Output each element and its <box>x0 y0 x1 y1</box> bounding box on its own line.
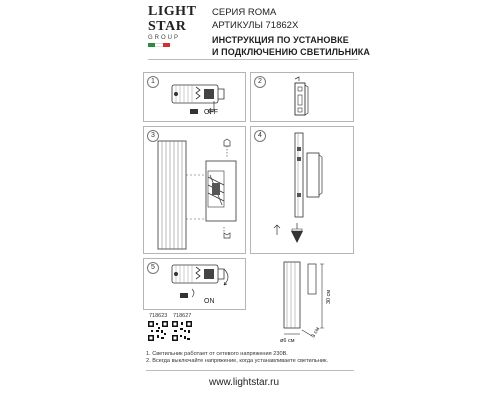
note-1: 1. Светильник работает от сетевого напряжения 230В. <box>146 351 288 357</box>
logo-line-2: STAR <box>148 19 187 34</box>
step-number: 3 <box>147 130 159 142</box>
dimension-drawing <box>250 258 354 348</box>
step-5-label: ON <box>204 298 215 305</box>
note-2: 2. Всегда выключайте напряжение, когда устанавливаете светильник. <box>146 358 329 364</box>
step-3-panel <box>143 126 246 254</box>
step-number: 2 <box>254 76 266 88</box>
step-4-panel <box>250 126 354 254</box>
footer-divider <box>146 370 354 371</box>
italian-flag-icon <box>148 43 170 47</box>
up-arrow-icon <box>274 225 280 235</box>
switch-icon <box>190 109 198 114</box>
step-number: 1 <box>147 76 159 88</box>
diameter-dimension: ø6 см <box>280 338 295 344</box>
rotate-arrow-icon <box>224 269 228 285</box>
height-dimension: 30 см <box>326 289 332 304</box>
switch-off-illustration <box>144 73 245 121</box>
step-1-label: OFF <box>204 109 218 116</box>
assembly-illustration <box>251 127 353 253</box>
screw-icon <box>224 233 230 238</box>
qr-code-label-1: 718623 <box>149 313 168 319</box>
screw-icon <box>295 77 299 81</box>
title-line-2: И ПОДКЛЮЧЕНИЮ СВЕТИЛЬНИКА <box>212 47 370 57</box>
qr-code-icon[interactable] <box>172 321 192 341</box>
article-numbers: АРТИКУЛЫ 71862X <box>212 20 299 31</box>
switch-on-illustration <box>144 259 245 309</box>
step-number: 4 <box>254 130 266 142</box>
step-number: 5 <box>147 262 159 274</box>
mounting-illustration <box>144 127 245 253</box>
website-link[interactable]: www.lightstar.ru <box>209 377 280 388</box>
brand-logo <box>148 4 200 56</box>
header-divider <box>148 59 358 60</box>
switch-icon <box>180 293 188 298</box>
screw-icon <box>224 139 230 146</box>
logo-line-3: GROUP <box>148 35 181 41</box>
step-2-panel <box>250 72 354 122</box>
logo-line-1: LIGHT <box>148 4 197 19</box>
title-line-1: ИНСТРУКЦИЯ ПО УСТАНОВКЕ <box>212 35 349 45</box>
qr-code-icon[interactable] <box>148 321 168 341</box>
series-name: СЕРИЯ ROMA <box>212 7 277 18</box>
qr-code-label-2: 718627 <box>173 313 192 319</box>
depth-dimension: 8 см <box>310 326 322 339</box>
step-5-panel <box>143 258 246 310</box>
mounting-bracket-illustration <box>251 73 353 121</box>
bulb-icon <box>291 231 303 243</box>
step-1-panel <box>143 72 246 122</box>
